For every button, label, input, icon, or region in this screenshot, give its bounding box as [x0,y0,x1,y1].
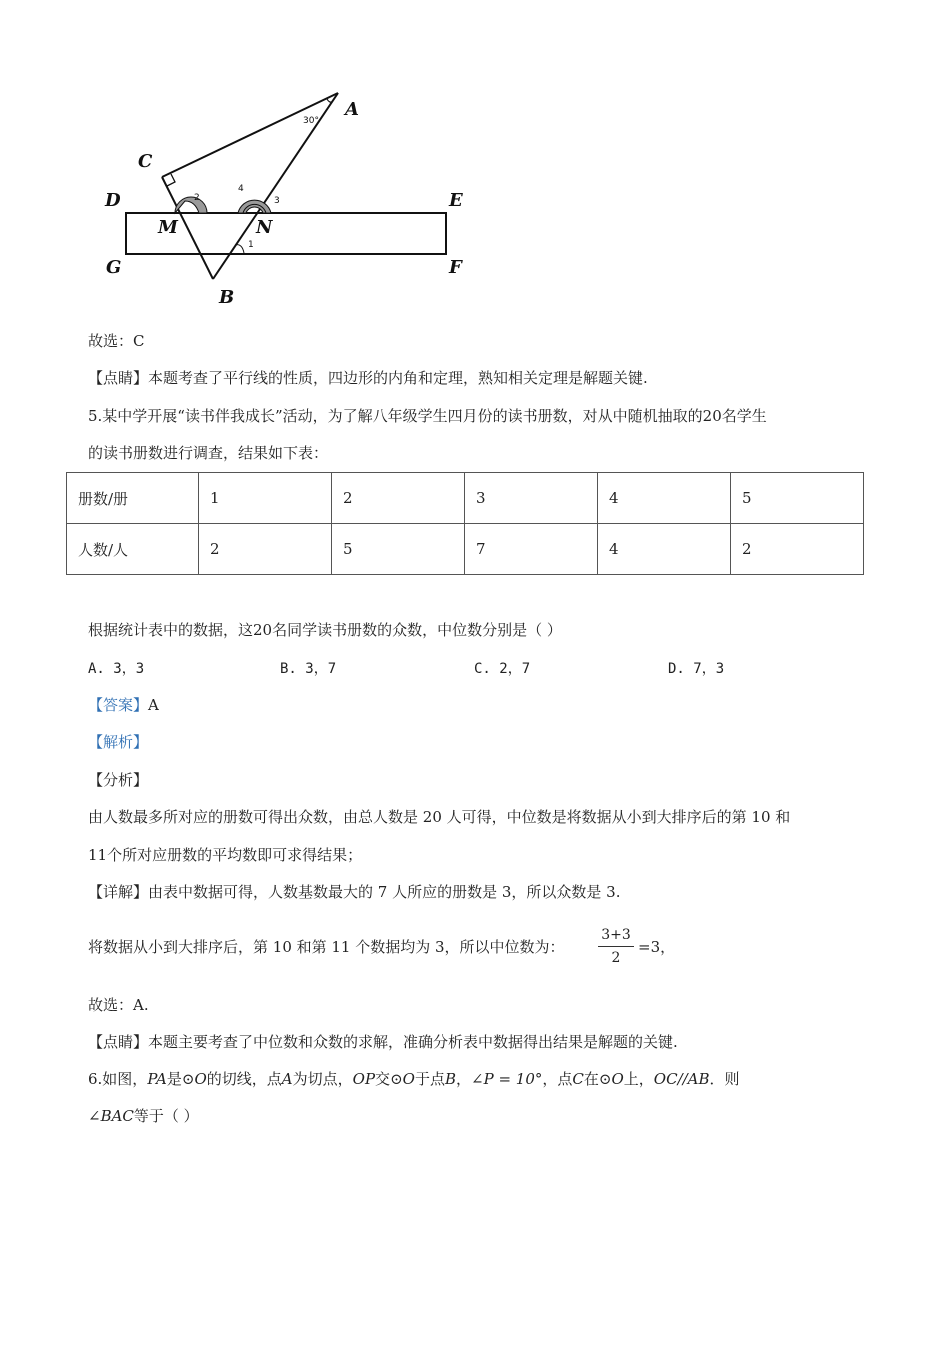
label-a: A [345,99,359,120]
fraction-result: =3， [638,938,676,956]
q6-s12: B [444,1070,456,1088]
table-cell: 1 [199,473,332,524]
q6-s7: 为切点， [292,1070,353,1088]
fenxi-line1: 由人数最多所对应的册数可得出众数，由总人数是 20 人可得，中位数是将数据从小到大排序后的第 10 和 [88,808,791,826]
fraction-bar [598,946,634,947]
q6-s8: OP [352,1070,376,1088]
label-b: B [219,287,235,308]
choice-d: D. 7，3 [668,661,725,677]
answer-line [88,695,159,715]
q6-s18: O [611,1070,624,1088]
geometry-figure [95,85,485,320]
segment-ab [213,93,338,279]
answer-tag: 【答案】 [88,696,149,714]
angle-label-1: 1 [248,240,254,250]
label-d: D [105,190,121,211]
fraction-denominator: 2 [611,950,621,966]
table-cell: 2 [199,524,332,575]
label-e: E [449,190,463,211]
label-n: N [256,217,273,238]
q6-s4: O [194,1070,207,1088]
table-row [67,524,864,575]
fraction [598,926,634,967]
table-cell: 3 [465,473,598,524]
q6-s14: ∠P = 10° [471,1070,543,1088]
median-text: 将数据从小到大排序后，第 10 和第 11 个数据均为 3，所以中位数为： [88,938,565,956]
q6-s2: PA [147,1070,167,1088]
q5-comment: 【点睛】本题主要考查了中位数和众数的求解，准确分析表中数据得出结果是解题的关键. [88,1033,678,1051]
angle-label-2: 2 [194,193,200,203]
circle-icon: ⊙ [390,1070,403,1088]
q6-s17: 在 [583,1070,599,1088]
q5-choice-line: 故选：A. [88,996,149,1014]
table-cell: 7 [465,524,598,575]
q4-comment: 【点睛】本题考查了平行线的性质，四边形的内角和定理，熟知相关定理是解题关键. [88,369,648,387]
label-c: C [138,151,153,172]
q6-s6: A [281,1070,293,1088]
angle-34-shade [238,200,271,213]
choice-c: C. 2，7 [474,661,531,677]
q6-s11: 于点 [414,1070,445,1088]
table-cell: 人数/人 [67,524,199,575]
table-cell: 5 [731,473,864,524]
label-f: F [449,257,462,278]
right-angle-mark [167,174,175,186]
q6-s13: ， [456,1070,472,1088]
q4-choice-line: 故选：C [88,332,145,350]
q6-s16: C [572,1070,584,1088]
detail-line: 【详解】由表中数据可得，人数基数最大的 7 人所应的册数是 3，所以众数是 3. [88,883,621,901]
choice-b: B. 3，7 [280,661,337,677]
q6-s15: ，点 [542,1070,573,1088]
q6-stem-line1 [88,1069,740,1089]
choice-a: A. 3，3 [88,661,145,677]
q5-stem-line2: 的读书册数进行调查，结果如下表： [88,444,329,462]
fenxi-line2: 11个所对应册数的平均数即可求得结果； [88,846,363,864]
q6-line2-expr: ∠BAC [88,1107,134,1125]
q6-s19: 上， [623,1070,654,1088]
table-cell: 2 [332,473,465,524]
segment-ca [162,93,338,177]
angle-label-4: 4 [238,184,244,194]
q6-stem-line2 [88,1106,199,1126]
label-m: M [158,217,178,238]
q6-s1: 6.如图， [88,1070,148,1088]
table-cell: 5 [332,524,465,575]
angle-label-30: 30° [303,116,319,126]
table-cell: 4 [598,473,731,524]
fraction-numerator: 3+3 [601,927,631,943]
q6-s20: OC//AB [653,1070,710,1088]
table-row [67,473,864,524]
fenxi-tag: 【分析】 [88,771,149,789]
reading-survey-table [66,472,864,575]
q6-line2-rest: 等于（ ） [133,1107,199,1125]
circle-icon: ⊙ [181,1070,195,1088]
circle-icon: ⊙ [598,1070,612,1088]
analysis-tag: 【解析】 [88,733,149,751]
q6-s10: O [402,1070,415,1088]
q6-s3: 是 [166,1070,182,1088]
q6-s5: 的切线，点 [206,1070,282,1088]
q6-s21: ．则 [709,1070,740,1088]
q5-question: 根据统计表中的数据，这20名同学读书册数的众数，中位数分别是（ ） [88,621,562,639]
table-cell: 2 [731,524,864,575]
q5-stem-line1: 5.某中学开展“读书伴我成长”活动，为了解八年级学生四月份的读书册数，对从中随机抽取的20名学生 [88,407,767,425]
table-cell: 4 [598,524,731,575]
answer-value: A [148,696,159,714]
label-g: G [106,257,122,278]
q6-s9: 交 [375,1070,391,1088]
angle-label-3: 3 [274,196,280,206]
table-cell: 册数/册 [67,473,199,524]
